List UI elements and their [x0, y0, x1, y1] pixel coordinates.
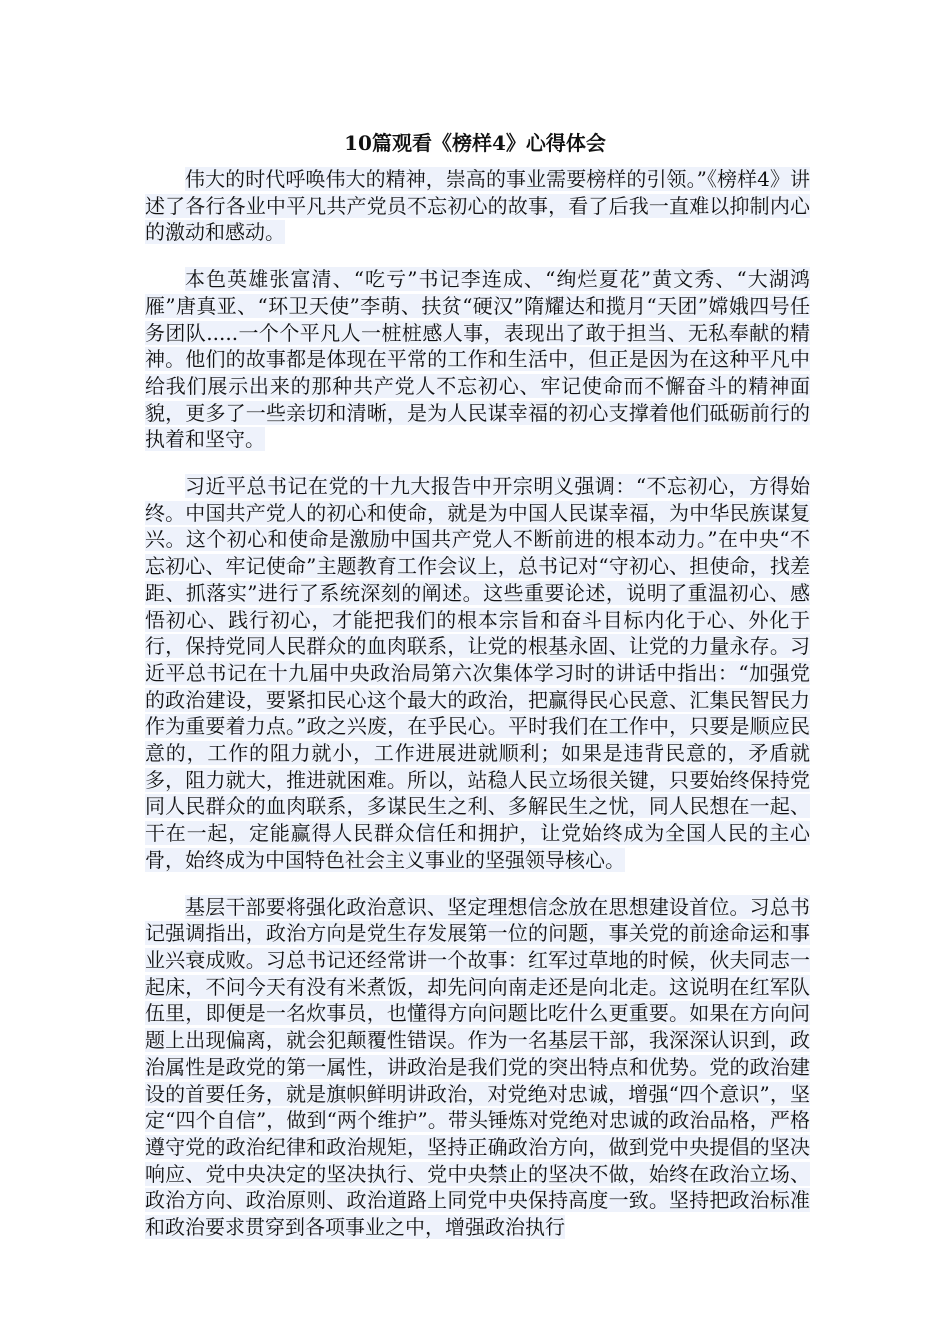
paragraph-4: [145, 894, 810, 1241]
paragraph-4-text: 基层干部要将强化政治意识、坚定理想信念放在思想建设首位。习总书记强调指出，政治方向是党生存发展第一位的问题，事关党的前途命运和事业兴衰成败。习总书记还经常讲一个故事：红军过草地的时候，伙夫同志一起床，不问今天有没有米煮饭，却先问向南走还是向北走。这说明在红军队伍里，即便是一名炊事员，也懂得方向问题比吃什么更重要。如果在方向问题上出现偏离，就会犯颠覆性错误。作为一名基层干部，我深深认识到，政治属性是政党的第一属性，讲政治是我们党的突出特点和优势。党的政治建设的首要任务，就是旗帜鲜明讲政治，对党绝对忠诚，增强“四个意识”，坚定“四个自信”，做到“两个维护”。带头锤炼对党绝对忠诚的政治品格，严格遵守党的政治纪律和政治规矩，坚持正确政治方向，做到党中央提倡的坚决响应、党中央决定的坚决执行、党中央禁止的坚决不做，始终在政治立场、政治方向、政治原则、政治道路上同党中央保持高度一致。坚持把政治标准和政治要求贯穿到各项事业之中，增强政治执行: [145, 894, 810, 1240]
paragraph-3-text: 习近平总书记在党的十九大报告中开宗明义强调：“不忘初心，方得始终。中国共产党人的初心和使命，就是为中国人民谋幸福，为中华民族谋复兴。这个初心和使命是激励中国共产党人不断前进的根本动力。”在中央“不忘初心、牢记使命”主题教育工作会议上，总书记对“守初心、担使命，找差距、抓落实”进行了系统深刻的阐述。这些重要论述，说明了重温初心、感悟初心、践行初心，才能把我们的根本宗旨和奋斗目标内化于心、外化于行，保持党同人民群众的血肉联系，让党的根基永固、让党的力量永存。习近平总书记在十九届中央政治局第六次集体学习时的讲话中指出：“加强党的政治建设，要紧扣民心这个最大的政治，把赢得民心民意、汇集民智民力作为重要着力点。”政之兴废，在乎民心。平时我们在工作中，只要是顺应民意的，工作的阻力就小，工作进展进就顺利；如果是违背民意的，矛盾就多，阻力就大，推进就困难。所以，站稳人民立场很关键，只要始终保持党同人民群众的血肉联系，多谋民生之利、多解民生之忧，同人民想在一起、干在一起，定能赢得人民群众信任和拥护，让党始终成为全国人民的主心骨，始终成为中国特色社会主义事业的坚强领导核心。: [145, 474, 810, 872]
paragraph-2-text: 本色英雄张富清、“吃亏”书记李连成、“绚烂夏花”黄文秀、“大湖鸿雁”唐真亚、“环卫天使”李萌、扶贫“硬汉”隋耀达和揽月“天团”嫦娥四号任务团队.....一个个平凡人一桩桩感人事，表现出了敢于担当、无私奉献的精神。他们的故事都是体现在平常的工作和生活中，但正是因为在这种平凡中给我们展示出来的那种共产党人不忘初心、牢记使命而不懈奋斗的精神面貌，更多了一些亲切和清晰，是为人民谋幸福的初心支撑着他们砥砺前行的执着和坚守。: [145, 267, 810, 452]
paragraph-3: [145, 473, 810, 874]
paragraph-1: [145, 166, 810, 246]
document-body: [145, 166, 810, 1261]
document-title: 10篇观看《榜样4》心得体会: [344, 131, 606, 155]
paragraph-1-text: 伟大的时代呼唤伟大的精神，崇高的事业需要榜样的引领。”《榜样4》讲述了各行各业中平凡共产党员不忘初心的故事，看了后我一直难以抑制内心的激动和感动。: [145, 167, 810, 245]
paragraph-2: [145, 266, 810, 453]
